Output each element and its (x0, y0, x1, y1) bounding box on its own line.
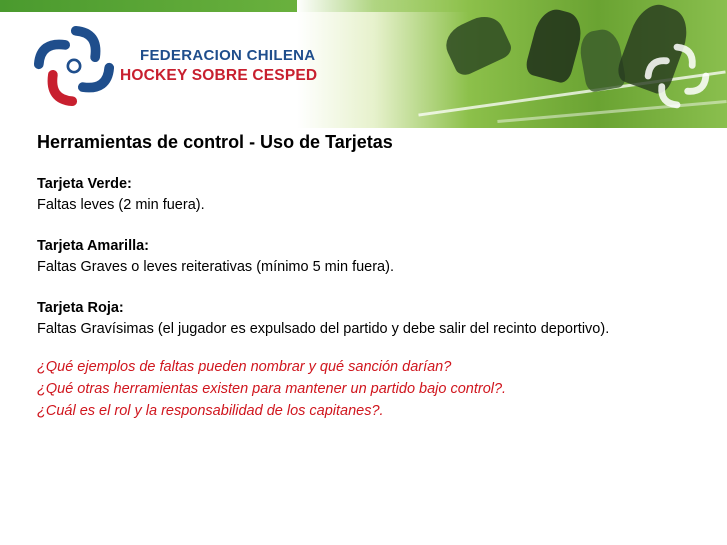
section-heading: Tarjeta Amarilla: (37, 238, 150, 254)
section-heading: Tarjeta Roja: (37, 300, 124, 316)
org-name-line1: FEDERACION CHILENA (140, 47, 316, 64)
slide-content (37, 130, 697, 422)
section-yellow-card (37, 236, 697, 278)
section-red-card (37, 298, 697, 340)
org-name-line2: HOCKEY SOBRE CESPED (120, 67, 318, 84)
question-item: ¿Qué otras herramientas existen para mantener un partido bajo control?. (37, 381, 507, 397)
discussion-questions (37, 356, 697, 422)
logo-watermark-icon (639, 38, 715, 114)
section-text: Faltas Gravísimas (el jugador es expulsado del partido y debe salir del recinto deportivo). (37, 321, 610, 337)
question-item: ¿Qué ejemplos de faltas pueden nombrar y qué sanción darían? (37, 359, 452, 375)
section-green-card (37, 174, 697, 216)
section-heading: Tarjeta Verde: (37, 176, 132, 192)
question-item: ¿Cuál es el rol y la responsabilidad de los capitanes?. (37, 403, 384, 419)
federation-logo-icon (30, 22, 118, 110)
section-text: Faltas Graves o leves reiterativas (mínimo 5 min fuera). (37, 259, 394, 275)
section-text: Faltas leves (2 min fuera). (37, 197, 205, 213)
page-title: Herramientas de control - Uso de Tarjetas (37, 132, 393, 152)
hockey-players-banner-image (297, 0, 727, 128)
